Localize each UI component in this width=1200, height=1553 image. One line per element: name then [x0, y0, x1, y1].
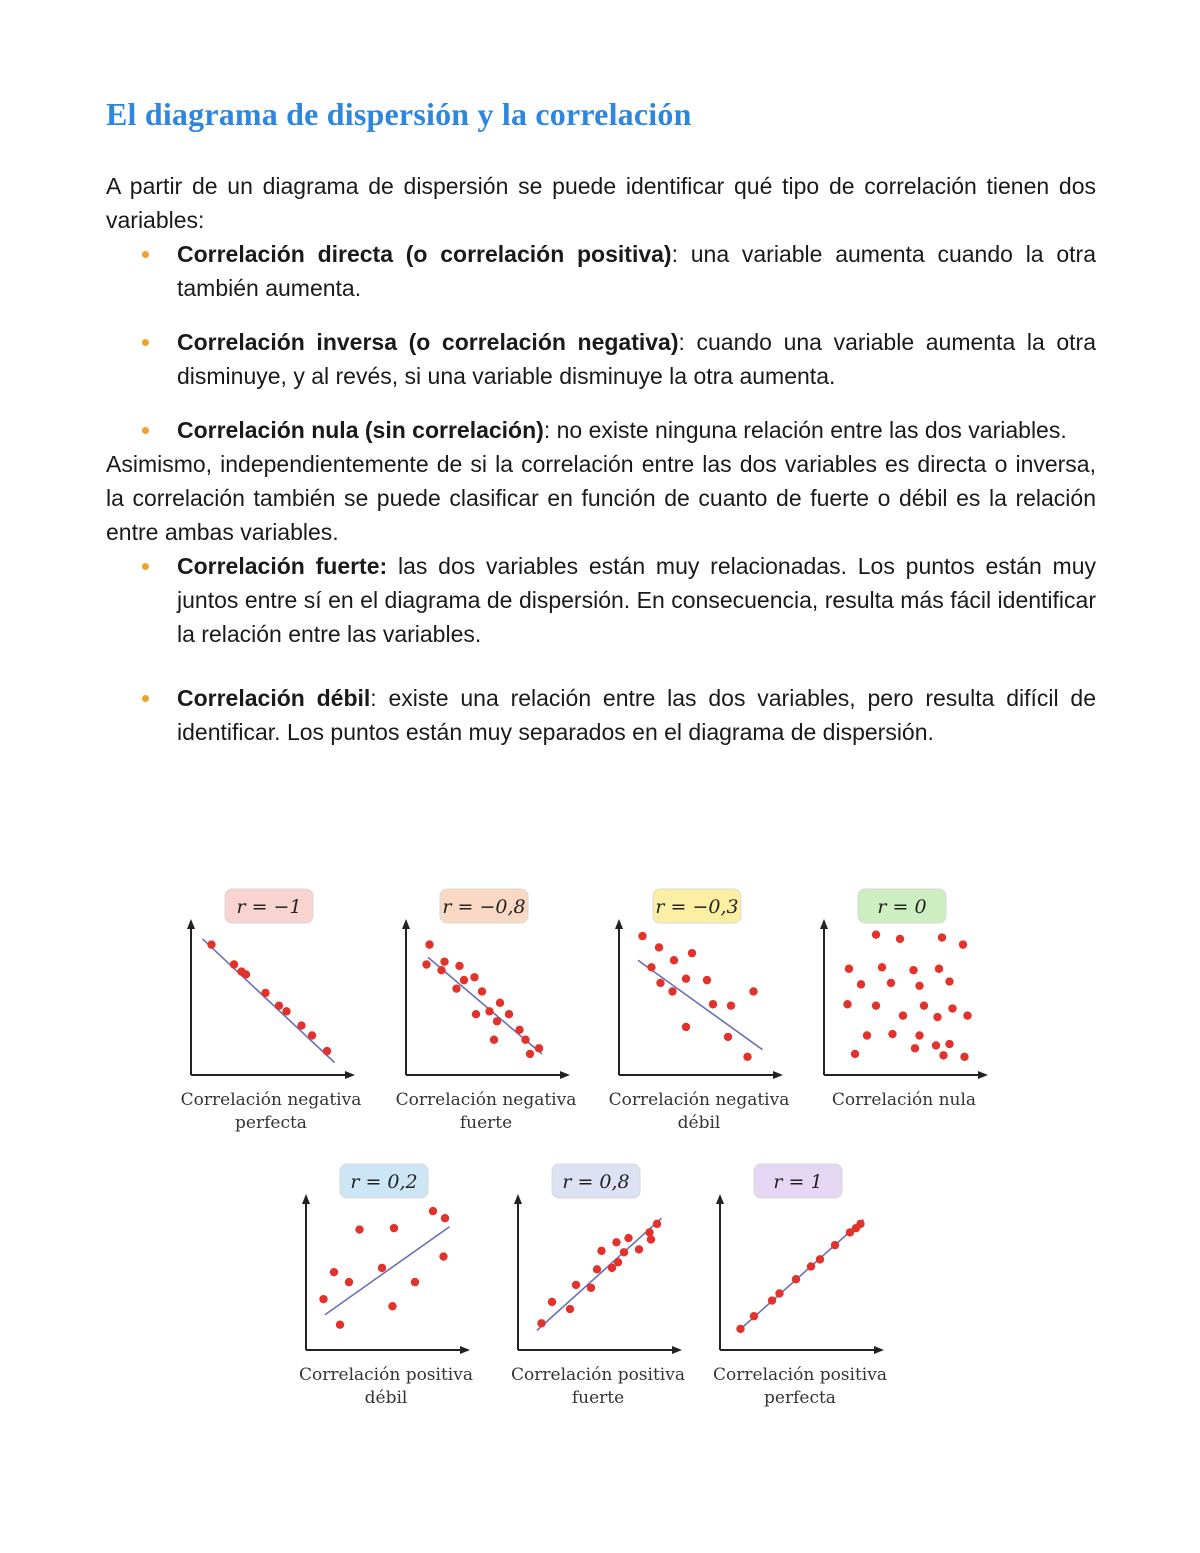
- scatter-chart: [820, 889, 988, 1110]
- r-value-label: r = 0: [877, 896, 927, 918]
- trend-line: [638, 960, 763, 1049]
- term-directa: Correlación directa (o correlación positiva): [177, 241, 672, 267]
- chart-caption: Correlación positiva: [511, 1365, 685, 1385]
- data-point: [915, 982, 923, 990]
- data-point: [909, 966, 917, 974]
- chart-caption: Correlación negativa: [608, 1090, 790, 1110]
- data-point: [878, 963, 886, 971]
- chart-caption: Correlación negativa: [395, 1090, 577, 1110]
- y-axis-arrow-icon: [716, 1194, 724, 1204]
- data-point: [593, 1265, 601, 1273]
- data-point: [390, 1224, 398, 1232]
- chart-caption: Correlación negativa: [180, 1090, 362, 1110]
- data-point: [490, 1036, 498, 1044]
- data-point: [323, 1047, 331, 1055]
- data-point: [899, 1011, 907, 1019]
- data-point: [537, 1319, 545, 1327]
- data-point: [452, 984, 460, 992]
- x-axis-arrow-icon: [672, 1346, 682, 1354]
- intro-paragraph: A partir de un diagrama de dispersión se puede identificar qué tipo de correlación tienen dos variables:: [106, 173, 1096, 233]
- term-fuerte: Correlación fuerte:: [177, 553, 388, 579]
- data-point: [422, 960, 430, 968]
- data-point: [297, 1021, 305, 1029]
- desc-debil: : existe una relación entre las dos variables, pero resulta difícil de identificar. Los puntos están muy separados en el diagrama de dispersión.: [177, 685, 1096, 745]
- scatter-chart: [181, 889, 362, 1133]
- data-point: [207, 940, 215, 948]
- scatter-chart: [299, 1164, 473, 1408]
- data-point: [493, 1017, 501, 1025]
- data-point: [355, 1225, 363, 1233]
- data-point: [727, 1001, 735, 1009]
- data-point: [750, 1312, 758, 1320]
- r-value-label: r = 0,2: [350, 1171, 418, 1193]
- y-axis-arrow-icon: [302, 1194, 310, 1204]
- y-axis-arrow-icon: [615, 919, 623, 929]
- data-point: [597, 1247, 605, 1255]
- data-point: [455, 962, 463, 970]
- data-point: [620, 1248, 628, 1256]
- x-axis-arrow-icon: [560, 1071, 570, 1079]
- data-point: [768, 1296, 776, 1304]
- data-point: [920, 1001, 928, 1009]
- data-point: [496, 999, 504, 1007]
- data-point: [845, 965, 853, 973]
- data-point: [851, 1050, 859, 1058]
- data-point: [635, 1245, 643, 1253]
- desc-nula: : no existe ninguna relación entre las dos variables.: [543, 417, 1067, 443]
- data-point: [807, 1262, 815, 1270]
- data-point: [843, 1000, 851, 1008]
- x-axis-arrow-icon: [345, 1071, 355, 1079]
- x-axis-arrow-icon: [978, 1071, 988, 1079]
- r-value-label: r = 1: [773, 1171, 823, 1193]
- data-point: [653, 1220, 661, 1228]
- scatter-chart: [511, 1164, 685, 1408]
- data-point: [645, 1228, 653, 1236]
- trend-line: [203, 939, 335, 1063]
- data-point: [743, 1053, 751, 1061]
- data-point: [703, 976, 711, 984]
- r-value-label: r = 0,8: [562, 1171, 630, 1193]
- scatter-chart: [609, 889, 790, 1133]
- data-point: [863, 1031, 871, 1039]
- data-point: [857, 980, 865, 988]
- data-point: [939, 1051, 947, 1059]
- y-axis-arrow-icon: [820, 919, 828, 929]
- chart-caption: fuerte: [459, 1113, 513, 1133]
- x-axis-arrow-icon: [874, 1346, 884, 1354]
- data-point: [959, 940, 967, 948]
- data-point: [319, 1295, 327, 1303]
- desc-inversa: : cuando una variable aumenta la otra disminuye, y al revés, si una variable disminuye la otra aumenta.: [177, 329, 1097, 389]
- data-point: [872, 930, 880, 938]
- data-point: [526, 1050, 534, 1058]
- data-point: [624, 1234, 632, 1242]
- data-point: [230, 960, 238, 968]
- chart-caption: Correlación positiva: [299, 1365, 473, 1385]
- data-point: [932, 1041, 940, 1049]
- data-point: [724, 1033, 732, 1041]
- data-point: [478, 987, 486, 995]
- chart-caption: Correlación positiva: [713, 1365, 887, 1385]
- data-point: [548, 1298, 556, 1306]
- scatter-chart: [396, 889, 577, 1133]
- data-point: [896, 935, 904, 943]
- data-point: [945, 1040, 953, 1048]
- data-point: [888, 1030, 896, 1038]
- data-point: [472, 1010, 480, 1018]
- data-point: [736, 1325, 744, 1333]
- chart-caption: débil: [677, 1113, 721, 1133]
- data-point: [437, 966, 445, 974]
- desc-directa: : una variable aumenta cuando la otra también aumenta.: [177, 241, 1097, 301]
- r-value-label: r = −1: [236, 896, 302, 918]
- data-point: [670, 956, 678, 964]
- data-point: [261, 989, 269, 997]
- y-axis-arrow-icon: [402, 919, 410, 929]
- data-point: [682, 1023, 690, 1031]
- desc-fuerte: las dos variables están muy relacionadas. Los puntos están muy juntos entre sí en el diagrama de dispersión. En consecuencia, resulta más fácil identificar la relación entre las variables.: [177, 553, 1097, 647]
- x-axis-arrow-icon: [460, 1346, 470, 1354]
- data-point: [429, 1207, 437, 1215]
- r-value-label: r = −0,8: [442, 896, 526, 918]
- data-point: [612, 1238, 620, 1246]
- chart-caption: perfecta: [764, 1388, 836, 1408]
- y-axis-arrow-icon: [514, 1194, 522, 1204]
- data-point: [485, 1007, 493, 1015]
- data-point: [572, 1281, 580, 1289]
- term-inversa: Correlación inversa (o correlación negativa): [177, 329, 679, 355]
- data-point: [330, 1268, 338, 1276]
- data-point: [792, 1275, 800, 1283]
- data-point: [521, 1036, 529, 1044]
- data-point: [960, 1053, 968, 1061]
- data-point: [440, 957, 448, 965]
- data-point: [388, 1302, 396, 1310]
- data-point: [460, 976, 468, 984]
- data-point: [948, 1004, 956, 1012]
- data-point: [587, 1284, 595, 1292]
- data-point: [775, 1289, 783, 1297]
- data-point: [887, 979, 895, 987]
- data-point: [749, 987, 757, 995]
- r-value-label: r = −0,3: [655, 896, 739, 918]
- data-point: [963, 1011, 971, 1019]
- data-point: [938, 933, 946, 941]
- data-point: [411, 1278, 419, 1286]
- data-point: [647, 1235, 655, 1243]
- data-point: [441, 1214, 449, 1222]
- data-point: [911, 1044, 919, 1052]
- data-point: [831, 1241, 839, 1249]
- strength-paragraph: Asimismo, independientemente de si la correlación entre las dos variables es directa o inversa, la correlación también se puede clasificar en función de cuanto de fuerte o débil es la relación entre ambas variables.: [106, 451, 1096, 545]
- data-point: [668, 987, 676, 995]
- data-point: [688, 949, 696, 957]
- chart-caption: perfecta: [235, 1113, 307, 1133]
- scatter-chart: [713, 1164, 887, 1408]
- y-axis-arrow-icon: [187, 919, 195, 929]
- data-point: [872, 1001, 880, 1009]
- data-point: [242, 970, 250, 978]
- data-point: [308, 1031, 316, 1039]
- data-point: [470, 973, 478, 981]
- term-nula: Correlación nula (sin correlación): [177, 417, 544, 443]
- data-point: [535, 1044, 543, 1052]
- data-point: [275, 1001, 283, 1009]
- data-point: [647, 963, 655, 971]
- data-point: [945, 977, 953, 985]
- term-debil: Correlación débil: [177, 685, 371, 711]
- x-axis-arrow-icon: [773, 1071, 783, 1079]
- data-point: [566, 1305, 574, 1313]
- data-point: [282, 1007, 290, 1015]
- data-point: [935, 965, 943, 973]
- data-point: [816, 1255, 824, 1263]
- trend-line: [739, 1220, 864, 1331]
- data-point: [856, 1220, 864, 1228]
- data-point: [345, 1278, 353, 1286]
- data-point: [336, 1321, 344, 1329]
- data-point: [638, 932, 646, 940]
- data-point: [505, 1010, 513, 1018]
- data-point: [425, 940, 433, 948]
- data-point: [915, 1031, 923, 1039]
- data-point: [614, 1258, 622, 1266]
- data-point: [515, 1026, 523, 1034]
- chart-caption: débil: [364, 1388, 408, 1408]
- trend-line: [537, 1218, 662, 1330]
- data-point: [439, 1252, 447, 1260]
- chart-caption: fuerte: [571, 1388, 625, 1408]
- page-title: El diagrama de dispersión y la correlación: [106, 96, 692, 132]
- data-point: [709, 1000, 717, 1008]
- data-point: [378, 1264, 386, 1272]
- data-point: [682, 975, 690, 983]
- chart-caption: Correlación nula: [831, 1090, 977, 1110]
- data-point: [933, 1013, 941, 1021]
- trend-line: [325, 1227, 450, 1315]
- data-point: [655, 943, 663, 951]
- data-point: [656, 979, 664, 987]
